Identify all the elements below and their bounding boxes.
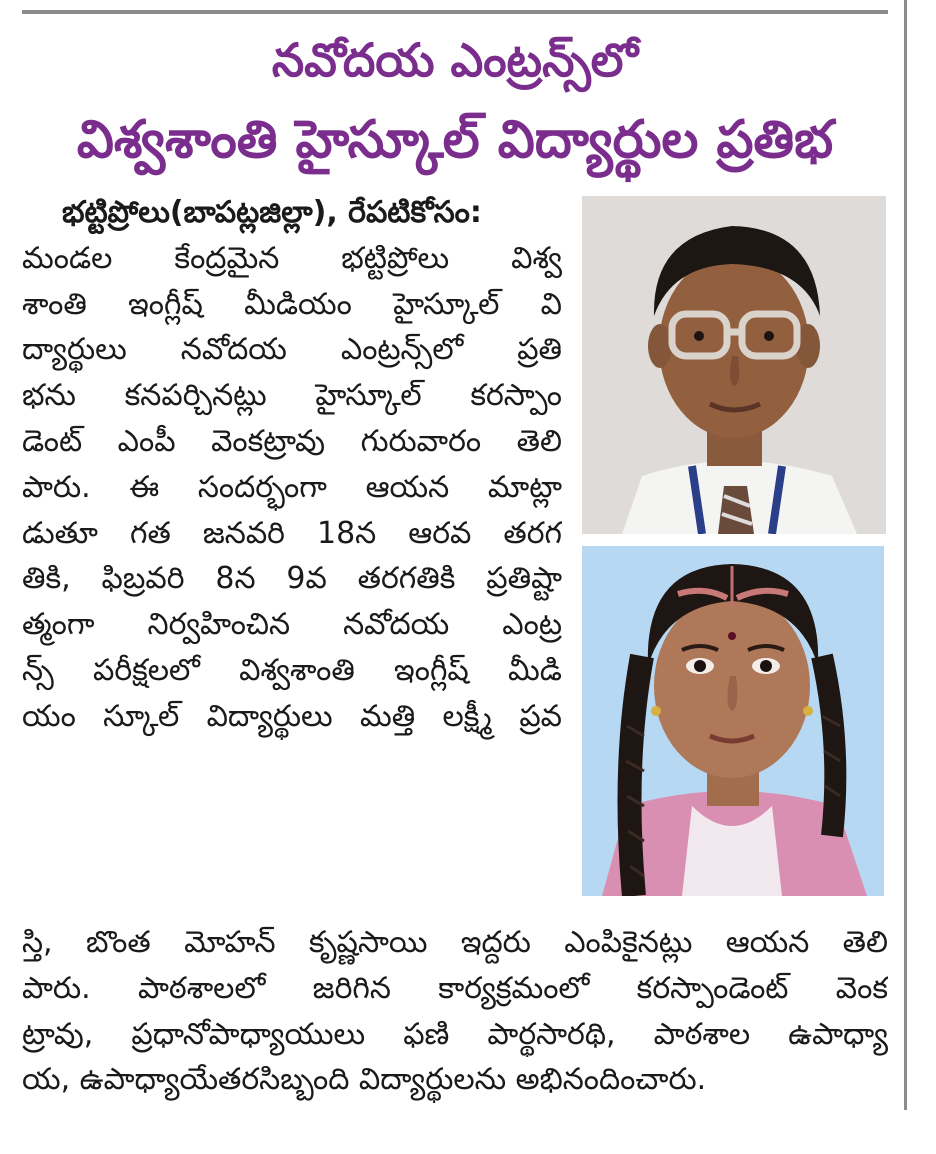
body-line: య, ఉపాధ్యాయేతరసిబ్బంది విద్యార్థులను అభినందించారు. <box>22 1062 707 1098</box>
body-line: న్స్ పరీక్షలలో విశ్వశాంతి ఇంగ్లీష్ మీడి <box>22 652 562 688</box>
girl-student-photo <box>582 546 884 896</box>
body-line: తికి, ఫిబ్రవరి 8న 9వ తరగతికి ప్రతిష్టా <box>22 561 562 597</box>
article-column <box>22 190 562 740</box>
body-line: పారు. పాఠశాలలో జరిగిన కార్యక్రమంలో కరస్పాండెంట్ వెంక <box>22 970 888 1006</box>
top-rule <box>22 10 888 14</box>
body-line: భను కనపర్చినట్లు హైస్కూల్ కరస్పాం <box>22 378 562 414</box>
body-line: ద్యార్థులు నవోదయ ఎంట్రన్స్‌లో ప్రతి <box>22 332 562 368</box>
boy-portrait-illustration <box>582 196 886 534</box>
article-continued <box>22 920 888 1103</box>
body-line: యం స్కూల్ విద్యార్థులు మత్తి లక్ష్మీ ప్రవ <box>22 698 562 734</box>
boy-student-photo <box>582 196 886 534</box>
girl-portrait-illustration <box>582 546 884 896</box>
body-line: డుతూ గత జనవరి 18న ఆరవ తరగ <box>22 515 562 551</box>
dateline: భట్టిప్రోలు(బాపట్లజిల్లా), రేపటికోసం: <box>62 195 482 230</box>
body-line: ట్రావు, ప్రధానోపాధ్యాయులు ఫణి పార్థసారథి, పాఠశాల ఉపాధ్యా <box>22 1016 888 1052</box>
body-line: పారు. ఈ సందర్భంగా ఆయన మాట్లా <box>22 469 562 505</box>
body-line: డెంట్ ఎంపీ వెంకట్రావు గురువారం తెలి <box>22 423 562 459</box>
body-line: మండల కేంద్రమైన భట్టిప్రోలు విశ్వ <box>22 240 562 276</box>
headline-line-1: నవోదయ ఎంట్రన్స్‌లో <box>271 33 639 87</box>
headline-line-2: విశ్వశాంతి హైస్కూల్ విద్యార్థుల ప్రతిభ <box>76 110 834 170</box>
body-line: స్తి, బొంత మోహన్ కృష్ణసాయి ఇద్దరు ఎంపికైనట్లు ఆయన తెలి <box>22 925 888 960</box>
body-line: శాంతి ఇంగ్లీష్ మీడియం హైస్కూల్ వి <box>22 286 562 322</box>
body-line: త్మంగా నిర్వహించిన నవోదయ ఎంట్ర <box>22 607 562 643</box>
column-rule <box>904 0 907 1110</box>
